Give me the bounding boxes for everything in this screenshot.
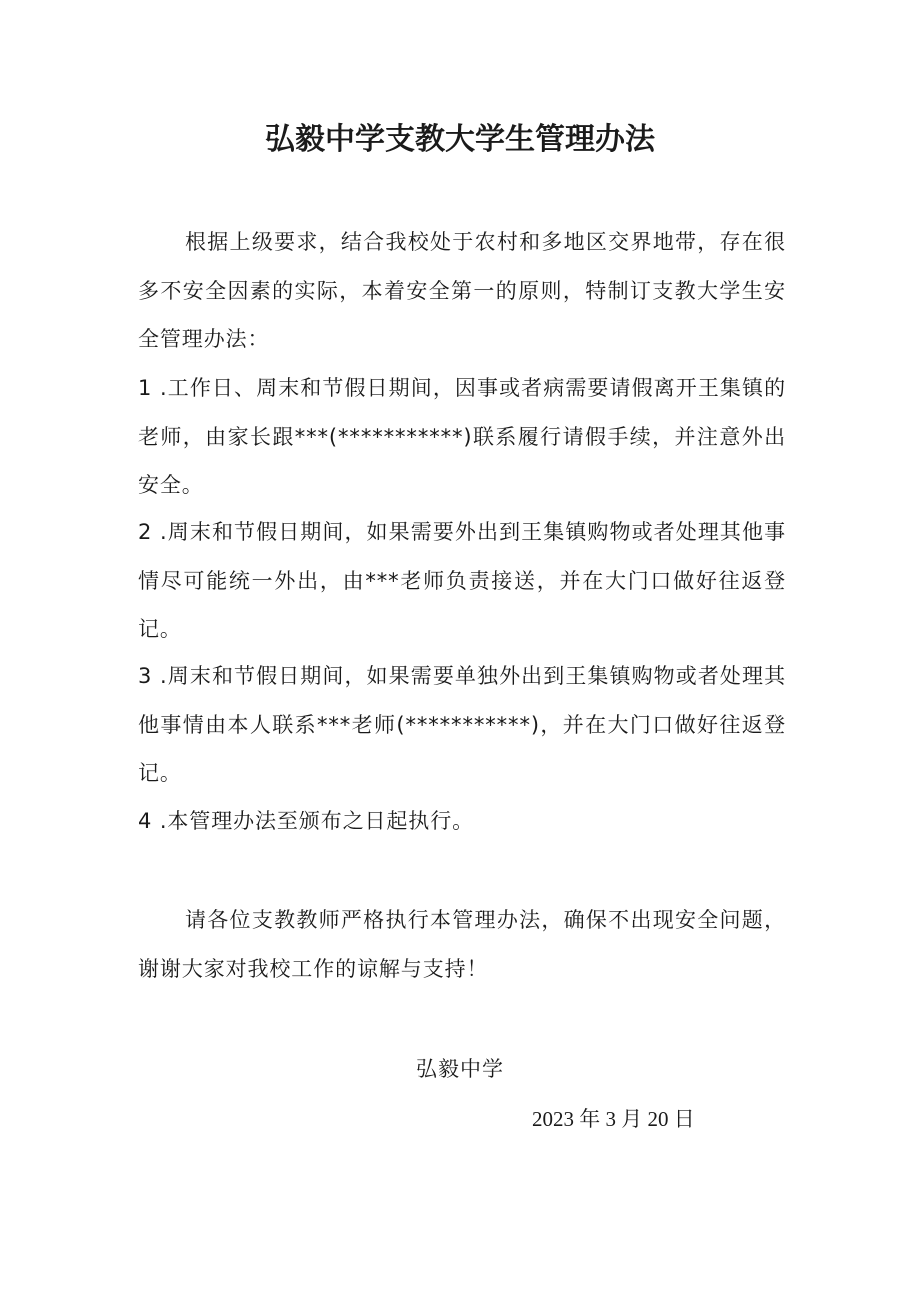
rule-item-2: 2 .周末和节假日期间，如果需要外出到王集镇购物或者处理其他事情尽可能统一外出，由***老师负责接送，并在大门口做好往返登记。 xyxy=(138,520,786,641)
rule-item-4: 4 .本管理办法至颁布之日起执行。 xyxy=(138,809,475,833)
document-date: 2023 年 3 月 20 日 xyxy=(532,1107,695,1131)
document-title: 弘毅中学支教大学生管理办法 xyxy=(265,122,655,157)
closing-paragraph: 请各位支教教师严格执行本管理办法，确保不出现安全问题，谢谢大家对我校工作的谅解与支持！ xyxy=(138,908,786,981)
rule-item-3: 3 .周末和节假日期间，如果需要单独外出到王集镇购物或者处理其他事情由本人联系***老师(***********)，并在大门口做好往返登记。 xyxy=(138,664,786,785)
signer-name: 弘毅中学 xyxy=(416,1057,504,1081)
intro-paragraph: 根据上级要求，结合我校处于农村和多地区交界地带，存在很多不安全因素的实际，本着安全第一的原则，特制订支教大学生安全管理办法： xyxy=(138,230,786,351)
rule-item-1: 1 .工作日、周末和节假日期间，因事或者病需要请假离开王集镇的老师，由家长跟***(***********)联系履行请假手续，并注意外出安全。 xyxy=(138,376,786,497)
